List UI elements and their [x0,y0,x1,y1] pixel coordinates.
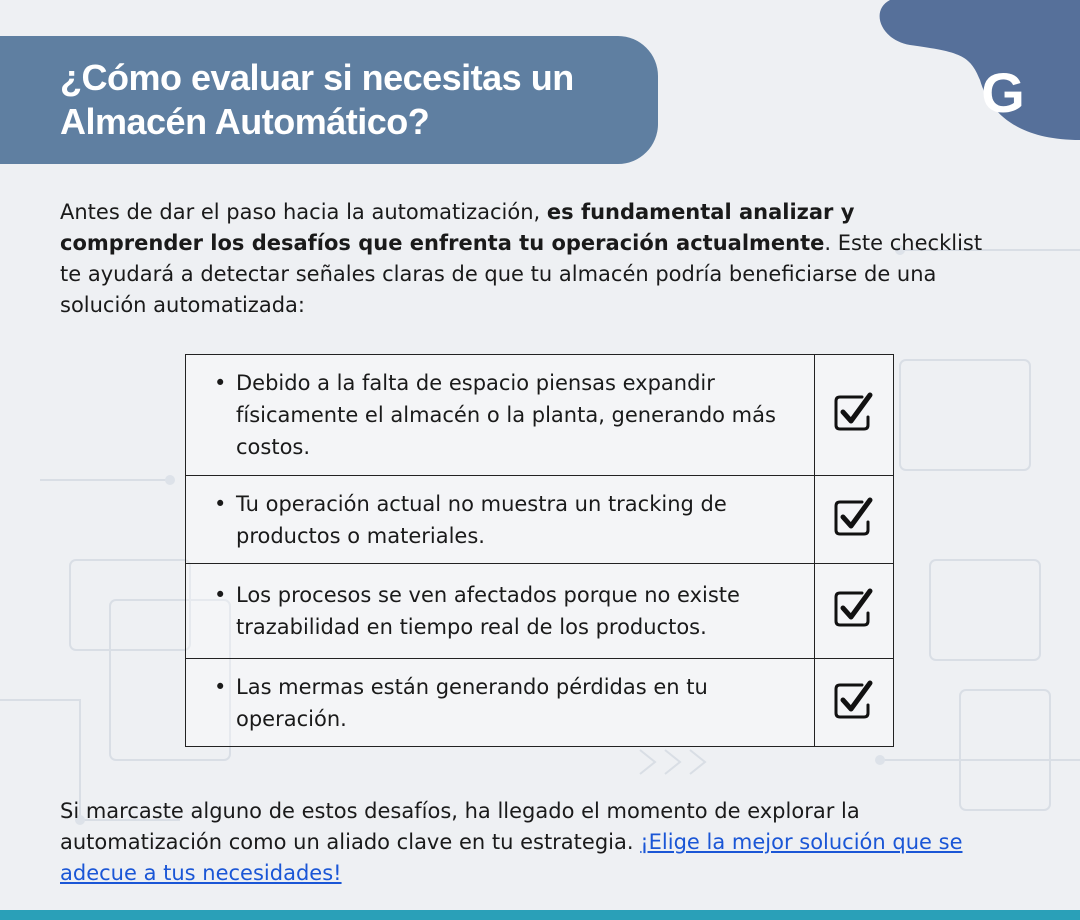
solution-link[interactable]: ¡Elige la mejor solución que se adecue a tus necesidades! [60,830,963,885]
checklist-item-text: Las mermas están generando pérdidas en tu operación. [236,674,708,731]
checkbox-checked-icon[interactable] [832,496,876,540]
outro-text: Si marcaste alguno de estos desafíos, ha llegado el momento de explorar la automatización como un aliado clave en tu estrategia. [60,799,860,854]
checkbox-cell[interactable] [815,564,894,659]
page-title [60,56,640,144]
bullet: • [214,674,227,699]
checklist-row [186,355,894,476]
outro-paragraph [60,796,980,889]
bullet: • [214,371,227,395]
checkbox-checked-icon[interactable] [832,679,876,723]
logo-letter: G [981,61,1025,124]
title-line-1: ¿Cómo evaluar si necesitas un [60,57,574,98]
checklist-row [186,564,894,659]
checklist-item [186,476,815,564]
checkbox-cell[interactable] [815,476,894,564]
checklist-item-text: Los procesos se ven afectados porque no existe trazabilidad en tiempo real de los productos. [236,583,740,639]
bullet: • [214,583,227,607]
title-line-2: Almacén Automático? [60,101,430,142]
bullet: • [214,491,227,516]
checklist-item-text: Debido a la falta de espacio piensas expandir físicamente el almacén o la planta, generando más costos. [236,371,776,459]
checklist-item [186,355,815,476]
intro-paragraph [60,197,990,321]
checklist-table [185,354,894,747]
checkbox-cell[interactable] [815,355,894,476]
bottom-accent-bar [0,910,1080,920]
checklist-item [186,659,815,747]
checkbox-cell[interactable] [815,659,894,747]
intro-part-2: . Este checklist te ayudará a detectar señales claras de que tu almacén podría beneficiarse de una solución automatizada: [60,231,983,317]
checklist-item-text: Tu operación actual no muestra un tracking de productos o materiales. [236,491,727,548]
checkbox-checked-icon[interactable] [832,391,876,435]
checklist-item [186,564,815,659]
intro-part-1: Antes de dar el paso hacia la automatización, [60,200,547,224]
g-logo-icon [850,0,1080,150]
checkbox-checked-icon[interactable] [832,587,876,631]
checklist-row [186,476,894,564]
checklist-row [186,659,894,747]
intro-bold: es fundamental analizar y comprender los desafíos que enfrenta tu operación actualmente [60,200,855,255]
